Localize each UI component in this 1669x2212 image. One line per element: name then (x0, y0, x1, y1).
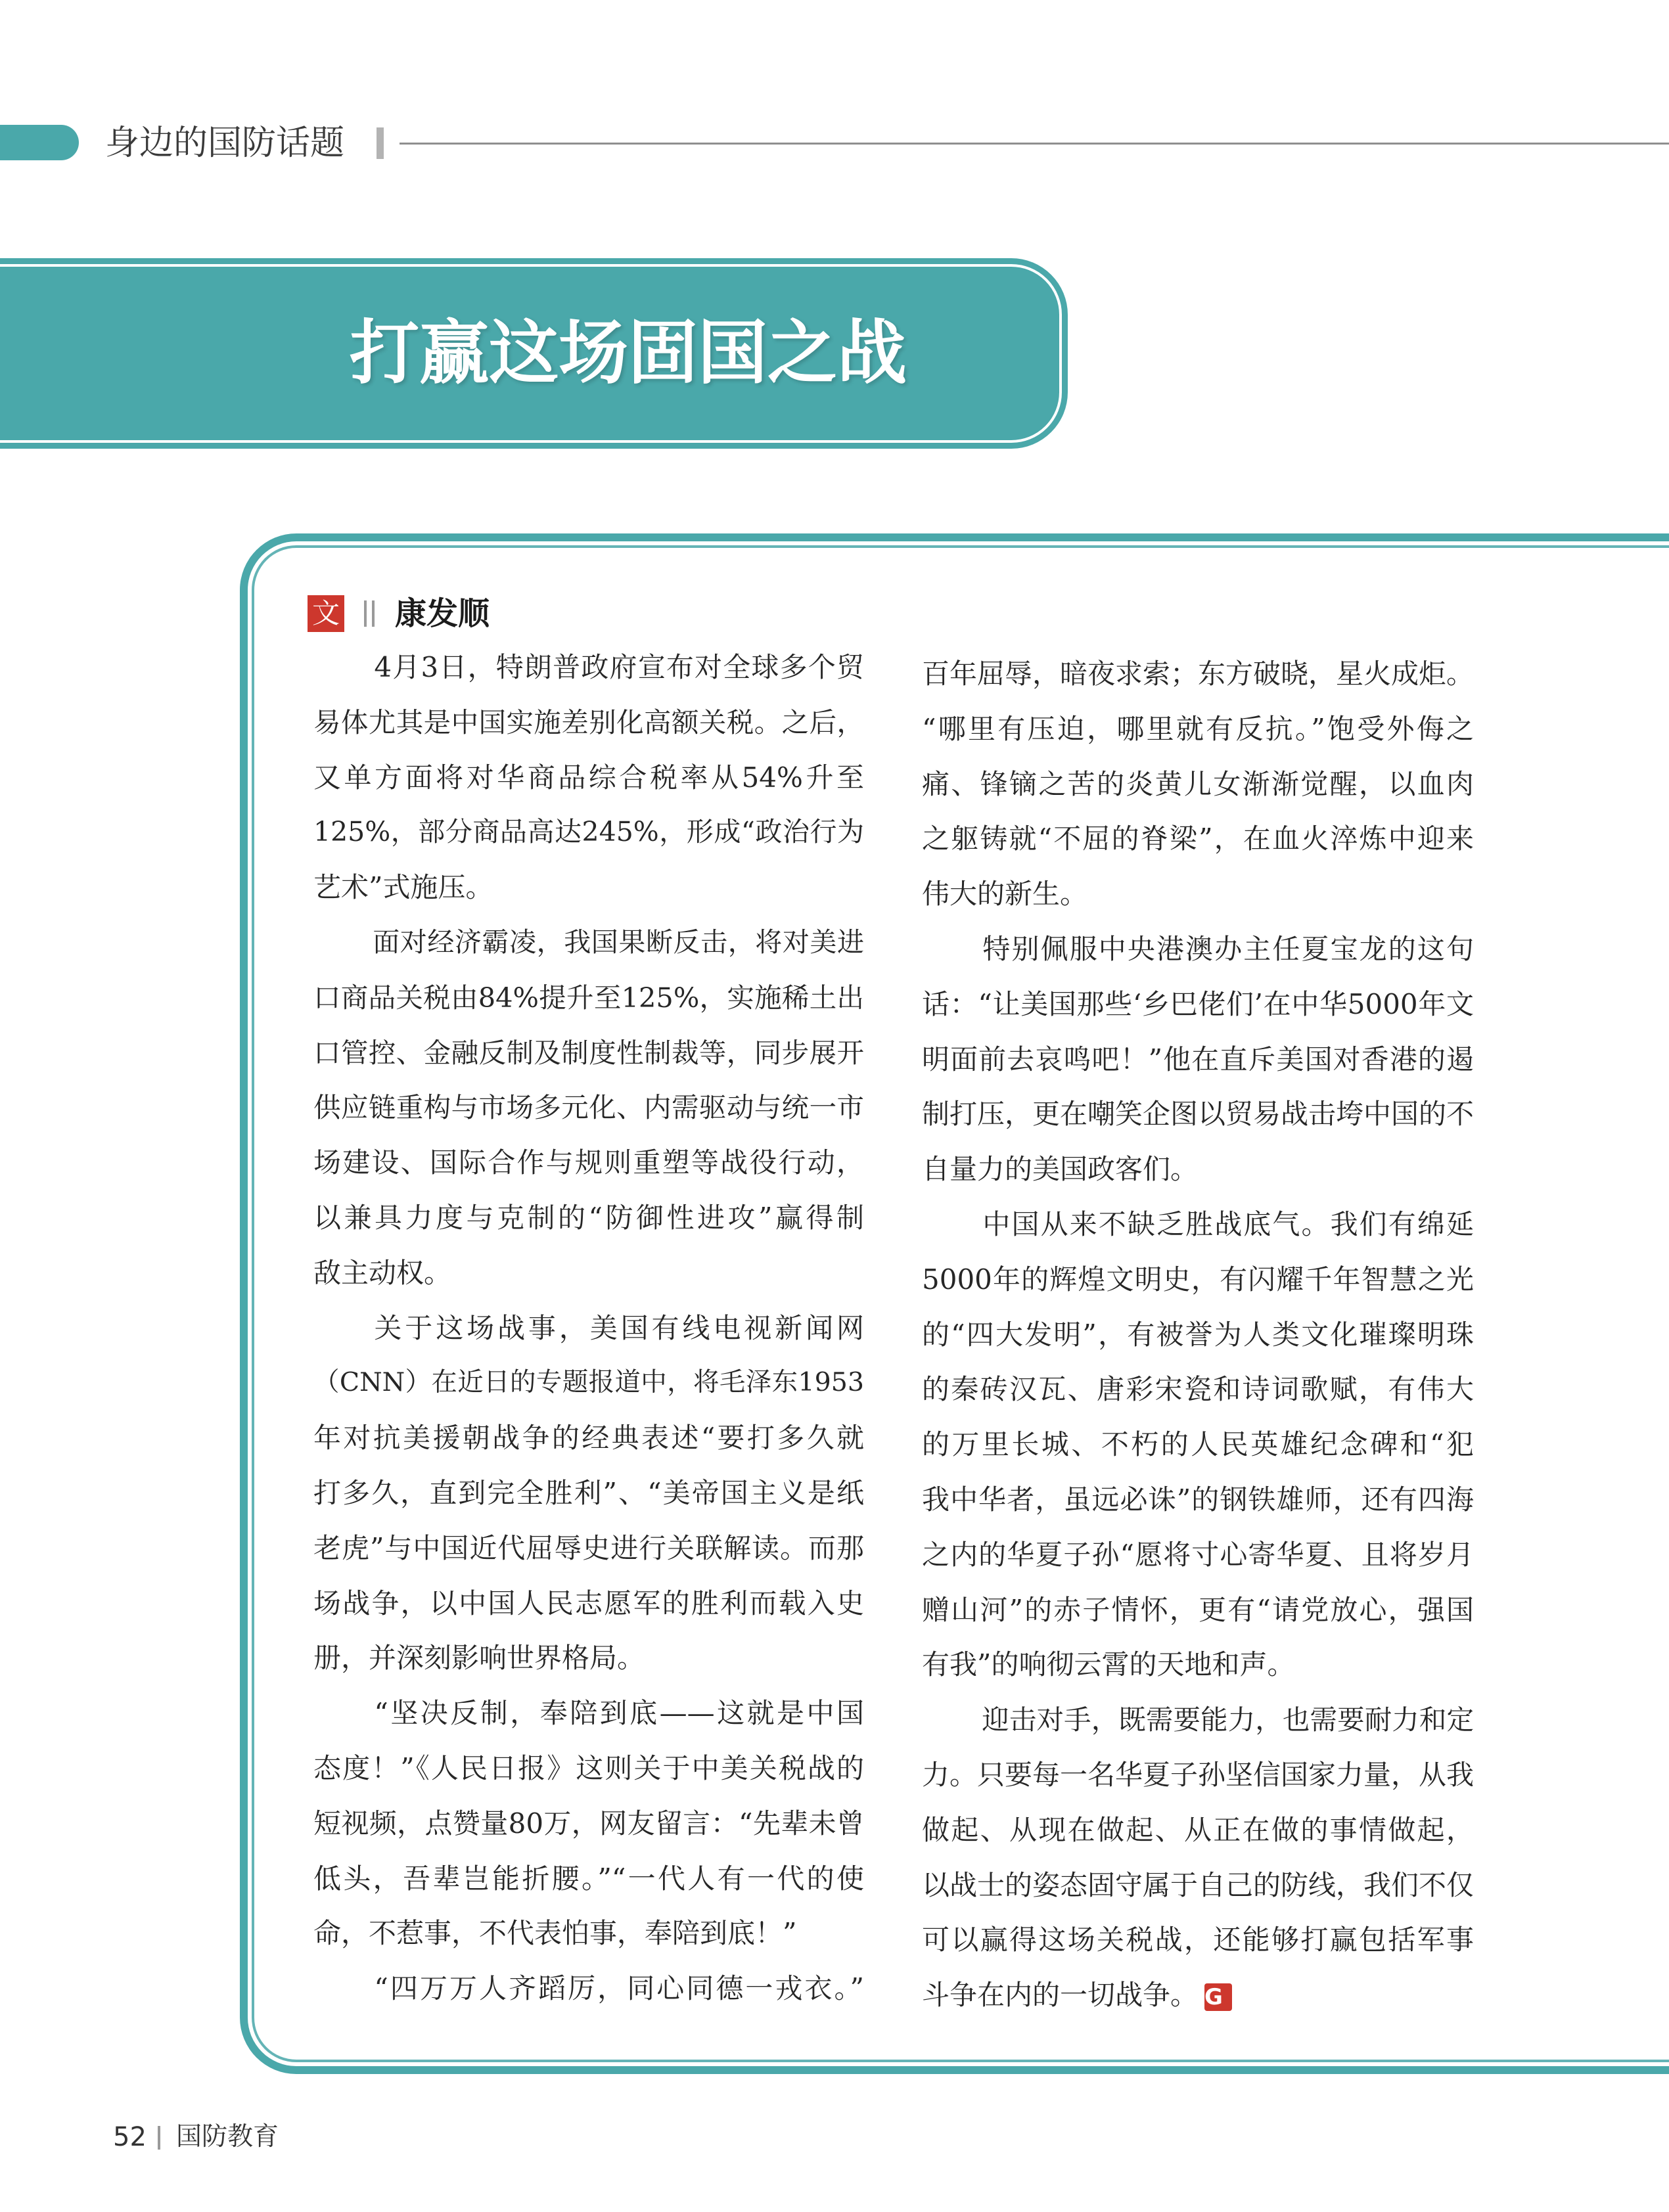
article-line-text: 125%，部分商品高达245%，形成“政治行为 (313, 816, 864, 848)
article-line-text: 百年屈辱，暗夜求索；东方破晓，星火成炬。 (922, 658, 1474, 690)
article-line (313, 860, 864, 915)
article-line (313, 1576, 864, 1631)
byline-separator (364, 600, 376, 627)
article-line-text: 短视频，点赞量80万，网友留言：“先辈未曾 (313, 1807, 864, 1840)
article-line-text: “四万万人齐蹈厉，同心同德一戎衣。” (374, 1972, 864, 2005)
article-line (922, 1362, 1474, 1417)
article-column-left (313, 640, 864, 2016)
article-line-text: 伟大的新生。 (922, 878, 1088, 911)
article-line (922, 1417, 1474, 1472)
article-line (922, 1748, 1474, 1803)
article-line (922, 922, 1474, 977)
article-line (922, 757, 1474, 812)
article-line-text: 之躯铸就“不屈的脊梁”，在血火淬炼中迎来 (922, 823, 1474, 855)
author-name: 康发顺 (395, 595, 490, 632)
article-line (313, 1411, 864, 1466)
article-line-text: 口商品关税由84%提升至125%，实施稀土出 (313, 981, 864, 1014)
article-title: 打赢这场固国之战 (350, 313, 907, 394)
article-line (922, 1803, 1474, 1858)
article-line (313, 1851, 864, 1907)
article-line-text: 斗争在内的一切战争。 (922, 1979, 1199, 2012)
article-line-text: “哪里有压迫，哪里就有反抗。”饱受外侮之 (922, 712, 1474, 745)
article-line-text: 又单方面将对华商品综合税率从54%升至 (313, 761, 864, 794)
article-line-text: 话：“让美国那些‘乡巴佬们’在中华5000年文 (922, 987, 1474, 1020)
article-line (313, 1906, 864, 1961)
article-line (313, 695, 864, 750)
article-line-text: 痛、锋镝之苦的炎黄儿女渐渐觉醒，以血肉 (922, 767, 1474, 800)
article-line (922, 1527, 1474, 1583)
footer-separator (158, 2126, 160, 2150)
article-line (313, 1631, 864, 1686)
article-line (313, 1741, 864, 1796)
article-line-text: 态度！”《人民日报》这则关于中美关税战的 (313, 1751, 864, 1784)
article-line (313, 1190, 864, 1246)
article-line-text: 册，并深刻影响世界格局。 (313, 1642, 645, 1675)
article-line (313, 1796, 864, 1851)
article-line (922, 1858, 1474, 1913)
article-line-text: 有我”的响彻云霄的天地和声。 (922, 1648, 1295, 1681)
article-line (313, 1686, 864, 1741)
article-line-text: 以兼具力度与克制的“防御性进攻”赢得制 (313, 1201, 864, 1234)
section-title: 身边的国防话题 (105, 124, 345, 163)
article-line-text: 之内的华夏子孙“愿将寸心寄华夏、且将岁月 (922, 1538, 1474, 1571)
article-line-text: 明面前去哀鸣吧！”他在直斥美国对香港的遏 (922, 1043, 1474, 1075)
article-line-text: 年对抗美援朝战争的经典表述“要打多久就 (313, 1422, 864, 1455)
article-line-text: “坚决反制，奉陪到底——这就是中国 (374, 1697, 864, 1730)
article-line-text: 赠山河”的赤子情怀，更有“请党放心，强国 (922, 1593, 1474, 1626)
article-line (922, 702, 1474, 757)
article-line (313, 1135, 864, 1190)
article-line (313, 1026, 864, 1081)
section-tab-marker (0, 125, 79, 160)
article-line (313, 915, 864, 970)
article-line-text: 自量力的美国政客们。 (922, 1153, 1199, 1186)
article-line-text: 艺术”式施压。 (313, 871, 493, 904)
article-line-text: 以战士的姿态固守属于自己的防线，我们不仅 (922, 1868, 1474, 1901)
article-line (922, 1472, 1474, 1527)
article-column-right (922, 646, 1474, 2023)
byline-label-badge: 文 (308, 595, 344, 632)
article-line-text: 关于这场战事，美国有线电视新闻网 (374, 1311, 864, 1344)
article-line-text: 面对经济霸凌，我国果断反击，将对美进 (373, 926, 864, 958)
article-line-text: 供应链重构与市场多元化、内需驱动与统一市 (313, 1091, 864, 1124)
article-line (922, 1142, 1474, 1197)
article-line (313, 1301, 864, 1356)
article-line (313, 640, 864, 695)
article-line (922, 811, 1474, 867)
article-line-text: 的万里长城、不朽的人民英雄纪念碑和“犯 (922, 1428, 1474, 1461)
title-banner (0, 258, 1068, 449)
article-line (313, 805, 864, 860)
article-line-text: 4月3日，特朗普政府宣布对全球多个贸 (374, 651, 864, 683)
byline-separator-bar (372, 600, 375, 627)
article-line (922, 1032, 1474, 1087)
article-line (922, 1968, 1474, 2023)
article-line (313, 1246, 864, 1301)
article-line-text: 迎击对手，既需要能力，也需要耐力和定 (982, 1704, 1474, 1736)
article-line (922, 1087, 1474, 1142)
article-line (313, 1080, 864, 1135)
section-title-divider (377, 127, 384, 159)
article-line-text: 可以赢得这场关税战，还能够打赢包括军事 (922, 1924, 1474, 1956)
article-line (922, 1197, 1474, 1252)
article-line (922, 1637, 1474, 1692)
byline-separator-bar (364, 600, 367, 627)
article-line-text: 老虎”与中国近代屈辱史进行关联解读。而那 (313, 1531, 864, 1564)
article-line (922, 646, 1474, 702)
article-line (922, 1307, 1474, 1363)
article-line (922, 867, 1474, 922)
article-line-text: 场战争，以中国人民志愿军的胜利而载入史 (313, 1587, 864, 1619)
article-line-text: 的秦砖汉瓦、唐彩宋瓷和诗词歌赋，有伟大 (922, 1373, 1474, 1406)
article-line (922, 1912, 1474, 1968)
article-line (313, 1355, 864, 1411)
article-line-text: 敌主动权。 (313, 1256, 452, 1289)
article-line (922, 1692, 1474, 1748)
article-line-text: 的“四大发明”，有被誉为人类文化璀璨明珠 (922, 1318, 1474, 1351)
article-line (922, 1583, 1474, 1638)
article-line-text: 中国从来不缺乏胜战底气。我们有绵延 (982, 1208, 1474, 1240)
header-rule (400, 143, 1669, 145)
page-number: 52 (113, 2122, 147, 2152)
magazine-name: 国防教育 (176, 2122, 279, 2152)
article-line (922, 1252, 1474, 1307)
article-line-text: 易体尤其是中国实施差别化高额关税。之后， (313, 706, 864, 738)
article-line-text: 低头，吾辈岂能折腰。”“一代人有一代的使 (313, 1862, 864, 1895)
article-line (313, 1961, 864, 2016)
article-line-text: 力。只要每一名华夏子孙坚信国家力量，从我 (922, 1758, 1474, 1791)
article-line (313, 750, 864, 805)
article-line (313, 970, 864, 1026)
article-line (922, 977, 1474, 1032)
article-line-text: 做起、从现在做起、从正在做的事情做起， (922, 1813, 1474, 1846)
article-line (313, 1466, 864, 1521)
article-line-text: （CNN）在近日的专题报道中，将毛泽东1953 (313, 1367, 864, 1398)
article-line-text: 特别佩服中央港澳办主任夏宝龙的这句 (982, 932, 1474, 965)
article-line-text: 口管控、金融反制及制度性制裁等，同步展开 (313, 1036, 864, 1069)
article-line-text: 场建设、国际合作与规则重塑等战役行动， (313, 1146, 864, 1179)
article-line-text: 打多久，直到完全胜利”、“美帝国主义是纸 (313, 1476, 864, 1509)
article-line-text: 5000年的辉煌文明史，有闪耀千年智慧之光 (922, 1263, 1474, 1296)
article-line-text: 我中华者，虽远必诛”的钢铁雄师，还有四海 (922, 1483, 1474, 1516)
article-line-text: 制打压，更在嘲笑企图以贸易战击垮中国的不 (922, 1098, 1474, 1131)
end-mark-logo: G (1204, 1983, 1232, 2011)
article-line (313, 1521, 864, 1576)
article-line-text: 命，不惹事，不代表怕事，奉陪到底！” (313, 1917, 797, 1950)
